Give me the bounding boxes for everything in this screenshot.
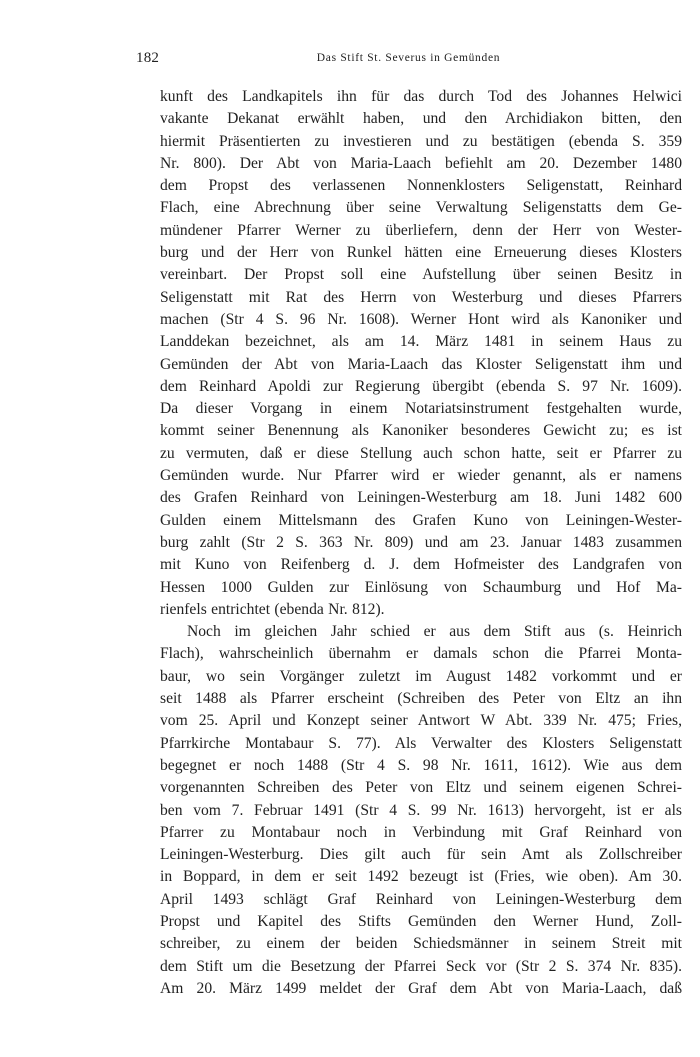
text-line: in Boppard, in dem er seit 1492 bezeugt ist (Fries, wie oben). Am 30.	[160, 868, 682, 886]
text-line: rienfels entrichtet (ebenda Nr. 812).	[160, 600, 385, 618]
text-line: zu vermuten, daß er diese Stellung auch schon hatte, seit er Pfarrer zu	[160, 444, 682, 462]
text-line: Leiningen-Westerburg. Dies gilt auch für sein Amt als Zollschreiber	[160, 846, 682, 864]
text-line: kommt seiner Benennung als Kanoniker besonderes Gewicht zu; es ist	[160, 422, 682, 440]
text-line: seit 1488 als Pfarrer erscheint (Schreiben des Peter von Eltz an ihn	[160, 690, 682, 708]
text-line: Flach, eine Abrechnung über seine Verwaltung Seligenstatts dem Ge-	[160, 199, 682, 217]
paragraph	[160, 621, 682, 1000]
text-line: Am 20. März 1499 meldet der Graf dem Abt von Maria-Laach, daß	[160, 979, 682, 997]
text-line: kunft des Landkapitels ihn für das durch Tod des Johannes Helwici	[160, 88, 682, 105]
paragraph	[160, 86, 682, 621]
text-line: dem Stift um die Besetzung der Pfarrei Seck vor (Str 2 S. 374 Nr. 835).	[160, 957, 682, 975]
body-text	[160, 86, 682, 1000]
text-line: Noch im gleichen Jahr schied er aus dem Stift aus (s. Heinrich	[187, 623, 682, 641]
text-line: burg zahlt (Str 2 S. 363 Nr. 809) und am 23. Januar 1483 zusammen	[160, 533, 682, 551]
text-line: dem Reinhard Apoldi zur Regierung übergibt (ebenda S. 97 Nr. 1609).	[160, 377, 682, 395]
text-line: Da dieser Vorgang in einem Notariatsinstrument festgehalten wurde,	[160, 400, 682, 418]
text-line: vereinbart. Der Propst soll eine Aufstellung über seinen Besitz in	[160, 266, 682, 284]
page-header	[136, 50, 681, 72]
text-line: Gemünden der Abt von Maria-Laach das Kloster Seligenstatt ihm und	[160, 355, 682, 373]
text-line: dem Propst des verlassenen Nonnenklosters Seligenstatt, Reinhard	[160, 177, 682, 195]
text-line: baur, wo sein Vorgänger zuletzt im August 1482 vorkommt und er	[160, 667, 682, 685]
text-line: mündener Pfarrer Werner zu überliefern, denn der Herr von Wester-	[160, 221, 682, 239]
text-line: schreiber, zu einem der beiden Schiedsmänner in seinem Streit mit	[160, 935, 682, 953]
text-line: Hessen 1000 Gulden zur Einlösung von Schaumburg und Hof Ma-	[160, 578, 682, 596]
text-line: April 1493 schlägt Graf Reinhard von Leiningen-Westerburg dem	[160, 890, 682, 908]
text-line: Gemünden wurde. Nur Pfarrer wird er wieder genannt, als er namens	[160, 467, 682, 485]
text-line: Landdekan bezeichnet, als am 14. März 1481 in seinem Haus zu	[160, 333, 682, 351]
text-line: vorgenannten Schreiben des Peter von Eltz und seinem eigenen Schrei-	[160, 779, 682, 797]
text-line: Gulden einem Mittelsmann des Grafen Kuno von Leiningen-Wester-	[160, 511, 682, 529]
text-line: Propst und Kapitel des Stifts Gemünden den Werner Hund, Zoll-	[160, 912, 682, 930]
text-line: Flach), wahrscheinlich übernahm er damals schon die Pfarrei Monta-	[160, 645, 682, 663]
text-line: machen (Str 4 S. 96 Nr. 1608). Werner Hont wird als Kanoniker und	[160, 310, 682, 328]
text-line: mit Kuno von Reifenberg d. J. dem Hofmeister des Landgrafen von	[160, 556, 682, 574]
text-line: des Grafen Reinhard von Leiningen-Westerburg am 18. Juni 1482 600	[160, 489, 682, 507]
text-line: vom 25. April und Konzept seiner Antwort W Abt. 339 Nr. 475; Fries,	[160, 712, 682, 730]
text-line: ben vom 7. Februar 1491 (Str 4 S. 99 Nr. 1613) hervorgeht, ist er als	[160, 801, 682, 819]
text-line: burg und der Herr von Runkel hätten eine Erneuerung dieses Klosters	[160, 244, 682, 262]
text-line: hiermit Präsentierten zu investieren und zu bestätigen (ebenda S. 359	[160, 132, 682, 150]
text-line: Pfarrkirche Montabaur S. 77). Als Verwalter des Klosters Seligenstatt	[160, 734, 682, 752]
page-number: 182	[136, 50, 160, 66]
text-line: Seligenstatt mit Rat des Herrn von Westerburg und dieses Pfarrers	[160, 288, 682, 306]
running-head: Das Stift St. Severus in Gemünden	[316, 52, 501, 64]
text-line: Nr. 800). Der Abt von Maria-Laach befiehlt am 20. Dezember 1480	[160, 154, 682, 172]
text-line: Pfarrer zu Montabaur noch in Verbindung mit Graf Reinhard von	[160, 823, 682, 841]
text-line: begegnet er noch 1488 (Str 4 S. 98 Nr. 1611, 1612). Wie aus dem	[160, 756, 682, 774]
text-line: vakante Dekanat erwählt haben, und den Archidiakon bitten, den	[160, 110, 682, 128]
